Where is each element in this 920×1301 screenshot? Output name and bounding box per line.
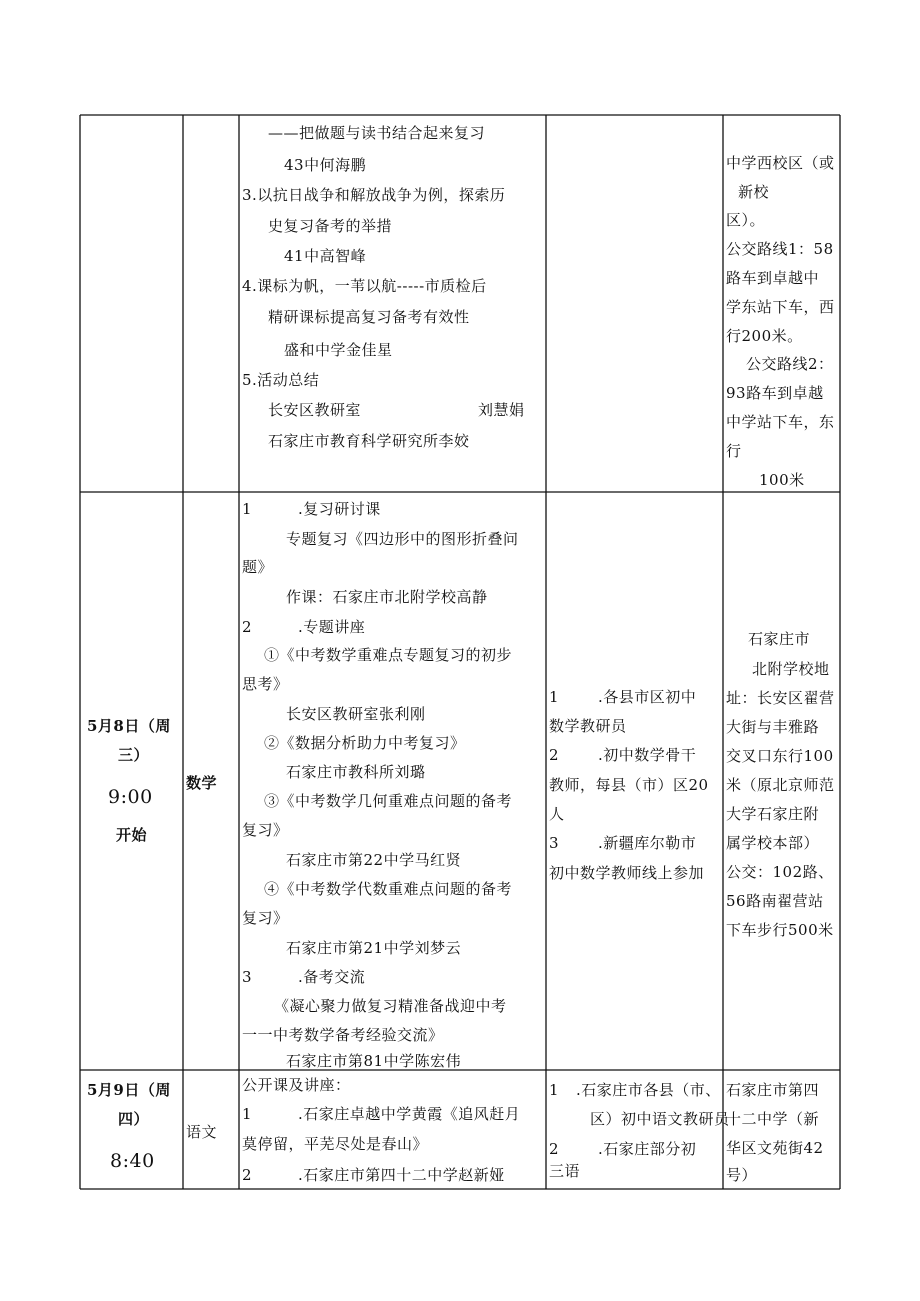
session-date: 5月9日（周 (87, 1081, 171, 1099)
location-line: 号） (726, 1166, 758, 1184)
location-line: 大街与丰雅路 (726, 718, 820, 736)
location-line: 石家庄市第四 (726, 1081, 820, 1099)
session-time-suffix: 开始 (116, 826, 148, 844)
agenda-line: 专题复习《四边形中的图形折叠问 (286, 530, 519, 548)
agenda-speaker: 41中高智峰 (284, 247, 367, 265)
location-line: 区）。 (726, 211, 766, 229)
participant-number: 2 (549, 746, 560, 764)
location-line: 属学校本部） (726, 834, 820, 852)
agenda-number: 2 (242, 618, 253, 636)
agenda-speaker: 43中何海鹏 (284, 156, 367, 174)
agenda-speaker: 石家庄市第22中学马红贤 (286, 851, 462, 869)
agenda-number: 3 (242, 968, 253, 986)
agenda-line: 题》 (242, 558, 274, 576)
location-line: 新校 (738, 183, 770, 201)
agenda-line: 一一中考数学备考经验交流》 (242, 1026, 444, 1044)
agenda-line: .备考交流 (298, 968, 366, 986)
participant-line: 教师，每县（市）区20 (549, 776, 709, 794)
agenda-line: 公开课及讲座： (242, 1076, 351, 1094)
participant-number: 3 (549, 834, 560, 852)
location-line: 华区文苑街42 (726, 1139, 824, 1157)
location-line: 93路车到卓越 (726, 384, 824, 402)
participant-line: .初中数学骨干 (598, 746, 697, 764)
agenda-speaker: 长安区教研室张利刚 (286, 705, 426, 723)
agenda-speaker: 作课：石家庄市北附学校高静 (286, 588, 488, 606)
participant-line: 区）初中语文教研员 (590, 1110, 730, 1128)
agenda-line: .专题讲座 (298, 618, 366, 636)
session-date: 5月8日（周 (87, 717, 171, 735)
location-line: 石家庄市 (748, 630, 811, 648)
location-line: 中学站下车，东 (726, 413, 835, 431)
session-date: 三） (118, 746, 150, 764)
participant-number: 1 (549, 1081, 560, 1099)
location-line: 中学西校区（或 (726, 154, 835, 172)
location-line: 公交：102路、 (726, 863, 834, 881)
agenda-number: 1 (242, 1105, 253, 1123)
location-line: 100米 (759, 471, 805, 489)
agenda-line: 《凝心聚力做复习精准备战迎中考 (274, 997, 507, 1015)
participant-line: 三语 (549, 1162, 581, 1180)
subject-label: 数学 (186, 774, 218, 792)
location-line: 路车到卓越中 (726, 269, 820, 287)
agenda-speaker: 长安区教研室 (268, 401, 362, 419)
agenda-line: 复习》 (242, 821, 289, 839)
agenda-line: 莫停留，平芜尽处是春山》 (242, 1135, 429, 1153)
session-time: 8:40 (110, 1150, 155, 1172)
participant-line: 初中数学教师线上参加 (549, 864, 705, 882)
agenda-line: ——把做题与读书结合起来复习 (268, 124, 486, 142)
participant-number: 1 (549, 688, 560, 706)
session-date: 四） (118, 1110, 150, 1128)
agenda-speaker: 刘慧娟 (478, 401, 525, 419)
agenda-line: 5.活动总结 (242, 371, 320, 389)
location-line: 行 (726, 442, 742, 460)
participant-line: .各县市区初中 (598, 688, 697, 706)
agenda-speaker: 石家庄市教科所刘璐 (286, 763, 426, 781)
agenda-line: .石家庄市第四十二中学赵新娅 (298, 1166, 505, 1184)
location-line: 56路南翟营站 (726, 892, 824, 910)
agenda-line: ④《中考数学代数重难点问题的备考 (264, 880, 513, 898)
agenda-line: ①《中考数学重难点专题复习的初步 (264, 646, 513, 664)
participant-line: 人 (549, 805, 565, 823)
agenda-line: 思考》 (242, 675, 289, 693)
location-line: 交叉口东行100 (726, 747, 834, 765)
location-line: 米（原北京师范 (726, 776, 835, 794)
participant-number: 2 (549, 1140, 560, 1158)
agenda-line: 史复习备考的举措 (268, 217, 393, 235)
agenda-line: 精研课标提高复习备考有效性 (268, 308, 470, 326)
session-time: 9:00 (108, 786, 153, 808)
participant-line: .新疆库尔勒市 (598, 834, 697, 852)
agenda-line: 3.以抗日战争和解放战争为例，探索历 (242, 186, 506, 204)
agenda-speaker: 石家庄市教育科学研究所李姣 (268, 432, 470, 450)
participant-line: .石家庄市各县（市、 (576, 1081, 721, 1099)
agenda-speaker: 盛和中学金佳星 (284, 341, 393, 359)
agenda-number: 1 (242, 500, 253, 518)
location-line: 公交路线2： (746, 355, 834, 373)
location-line: 十二中学（新 (726, 1110, 820, 1128)
location-line: 大学石家庄附 (726, 805, 820, 823)
location-line: 公交路线1：58 (726, 240, 834, 258)
agenda-speaker: 石家庄市第21中学刘梦云 (286, 939, 462, 957)
location-line: 北附学校地 (752, 660, 830, 678)
agenda-number: 2 (242, 1166, 253, 1184)
agenda-line: .复习研讨课 (298, 500, 381, 518)
subject-label: 语文 (186, 1123, 218, 1141)
agenda-line: ③《中考数学几何重难点问题的备考 (264, 792, 513, 810)
agenda-speaker: 石家庄市第81中学陈宏伟 (286, 1052, 462, 1070)
location-line: 学东站下车，西 (726, 298, 835, 316)
location-line: 址：长安区翟营 (726, 689, 835, 707)
location-line: 行200米。 (726, 327, 803, 345)
participant-line: .石家庄部分初 (598, 1140, 697, 1158)
agenda-line: .石家庄卓越中学黄霞《追风赶月 (298, 1105, 521, 1123)
agenda-line: 4.课标为帆，一苇以航-----市质检后 (242, 277, 487, 295)
participant-line: 数学教研员 (549, 717, 627, 735)
location-line: 下车步行500米 (726, 921, 834, 939)
agenda-line: ②《数据分析助力中考复习》 (264, 734, 466, 752)
agenda-line: 复习》 (242, 909, 289, 927)
